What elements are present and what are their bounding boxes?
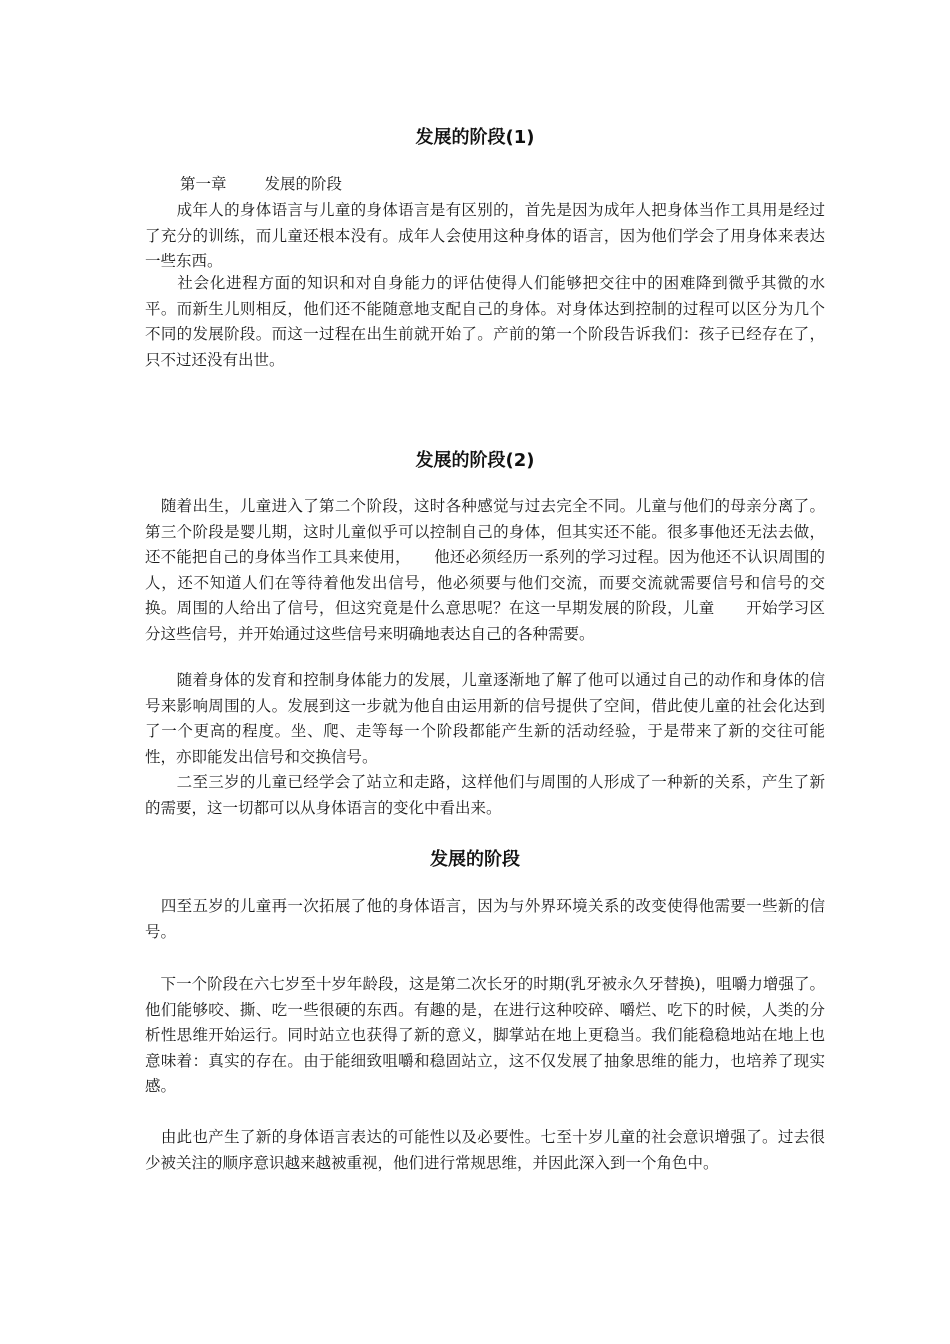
section-1-paragraph-2: 社会化进程方面的知识和对自身能力的评估使得人们能够把交往中的困难降到微乎其微的水平。而新生儿则相反，他们还不能随意地支配自己的身体。对身体达到控制的过程可以区分为几个不同的发展阶段。而这一过程在出生前就开始了。产前的第一个阶段告诉我们：孩子已经存在了，只不过还没有出世。 <box>145 274 825 369</box>
section-3-paragraph-1: 四至五岁的儿童再一次拓展了他的身体语言，因为与外界环境关系的改变使得他需要一些新的信号。 <box>145 897 825 941</box>
section-3-title: 发展的阶段 <box>430 849 520 870</box>
section-1-title: 发展的阶段(1) <box>415 127 535 148</box>
section-2-paragraph-2: 随着身体的发育和控制身体能力的发展，儿童逐渐地了解了他可以通过自己的动作和身体的信号来影响周围的人。发展到这一步就为他自由运用新的信号提供了空间，借此使儿童的社会化达到了一个更高的程度。坐、爬、走等每一个阶段都能产生新的活动经验，于是带来了新的交往可能性，亦即能发出信号和交换信号。 <box>145 671 825 766</box>
section-2-title: 发展的阶段(2) <box>415 450 535 471</box>
chapter-label: 第一章 <box>180 175 227 193</box>
section-3-paragraph-3: 由此也产生了新的身体语言表达的可能性以及必要性。七至十岁儿童的社会意识增强了。过去很少被关注的顺序意识越来越被重视，他们进行常规思维，并因此深入到一个角色中。 <box>145 1128 825 1172</box>
chapter-line <box>180 172 342 197</box>
section-1-paragraph-1: 成年人的身体语言与儿童的身体语言是有区别的，首先是因为成年人把身体当作工具用是经过了充分的训练，而儿童还根本没有。成年人会使用这种身体的语言，因为他们学会了用身体来表达一些东西。 <box>145 201 825 270</box>
chapter-title: 发展的阶段 <box>264 175 343 193</box>
section-3-paragraph-2: 下一个阶段在六七岁至十岁年龄段，这是第二次长牙的时期(乳牙被永久牙替换)，咀嚼力增强了。他们能够咬、撕、吃一些很硬的东西。有趣的是，在进行这种咬碎、嚼烂、吃下的时候，人类的分析性思维开始运行。同时站立也获得了新的意义，脚掌站在地上更稳当。我们能稳稳地站在地上也意味着：真实的存在。由于能细致咀嚼和稳固站立，这不仅发展了抽象思维的能力，也培养了现实感。 <box>145 975 825 1095</box>
section-2-paragraph-3: 二至三岁的儿童已经学会了站立和走路，这样他们与周围的人形成了一种新的关系，产生了新的需要，这一切都可以从身体语言的变化中看出来。 <box>145 773 825 817</box>
section-2-paragraph-1: 随着出生，儿童进入了第二个阶段，这时各种感觉与过去完全不同。儿童与他们的母亲分离了。第三个阶段是婴儿期，这时儿童似乎可以控制自己的身体，但其实还不能。很多事他还无法去做，还不能把自己的身体当作工具来使用， 他还必须经历一系列的学习过程。因为他还不认识周围的人，还不知道人们在等待着他发出信号，他必须要与他们交流，而要交流就需要信号和信号的交换。周围的人给出了信号，但这究竟是什么意思呢？在这一早期发展的阶段，儿童 开始学习区分这些信号，并开始通过这些信号来明确地表达自己的各种需要。 <box>145 497 825 643</box>
